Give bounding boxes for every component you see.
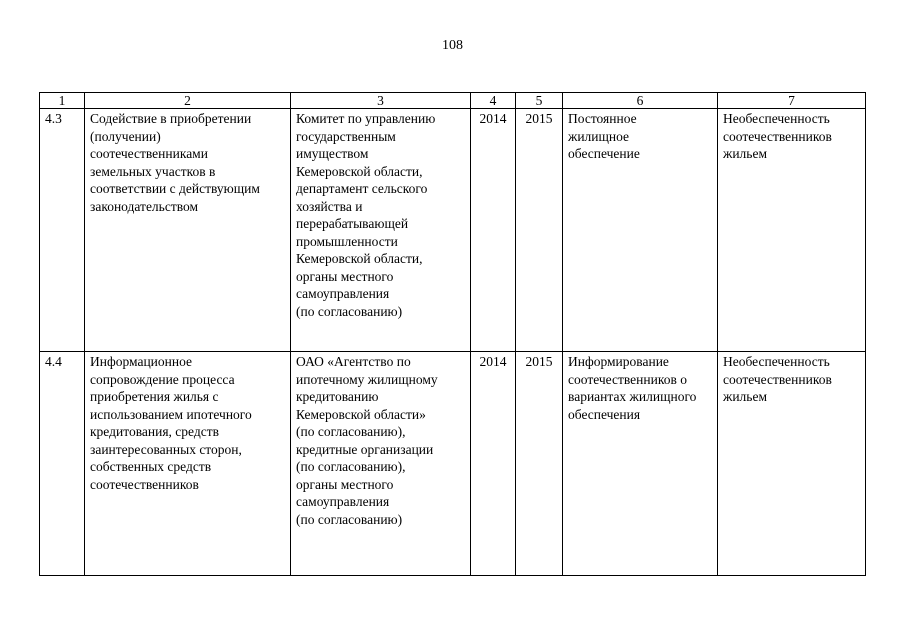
- start-year-cell: 2014: [471, 109, 516, 352]
- measure-cell: Содействие в приобретении (получении) соотечественниками земельных участков в соответствии с действующим законодательством: [85, 109, 291, 352]
- end-year-cell: 2015: [516, 109, 563, 352]
- row-number-cell: 4.4: [40, 352, 85, 576]
- table-header-row: [40, 93, 866, 109]
- column-header: 7: [718, 93, 866, 109]
- column-header: 6: [563, 93, 718, 109]
- column-header: 1: [40, 93, 85, 109]
- risk-cell: Необеспеченность соотечественников жильем: [718, 352, 866, 576]
- table-row: [40, 352, 866, 576]
- executor-cell: ОАО «Агентство по ипотечному жилищному кредитованию Кемеровской области» (по согласованию), кредитные организации (по согласованию), органы местного самоуправления (по согласованию): [291, 352, 471, 576]
- executor-cell: Комитет по управлению государственным имуществом Кемеровской области, департамент сельского хозяйства и перерабатывающей промышленности Кемеровской области, органы местного самоуправления (по согласованию): [291, 109, 471, 352]
- result-cell: Информирование соотечественников о вариантах жилищного обеспечения: [563, 352, 718, 576]
- page-number: 108: [442, 38, 463, 53]
- column-header: 4: [471, 93, 516, 109]
- risk-cell: Необеспеченность соотечественников жильем: [718, 109, 866, 352]
- measures-table: [39, 92, 866, 576]
- table-row: [40, 109, 866, 352]
- row-number-cell: 4.3: [40, 109, 85, 352]
- column-header: 2: [85, 93, 291, 109]
- measure-cell: Информационное сопровождение процесса приобретения жилья с использованием ипотечного кредитования, средств заинтересованных сторон, собственных средств соотечественников: [85, 352, 291, 576]
- result-cell: Постоянное жилищное обеспечение: [563, 109, 718, 352]
- column-header: 3: [291, 93, 471, 109]
- start-year-cell: 2014: [471, 352, 516, 576]
- column-header: 5: [516, 93, 563, 109]
- end-year-cell: 2015: [516, 352, 563, 576]
